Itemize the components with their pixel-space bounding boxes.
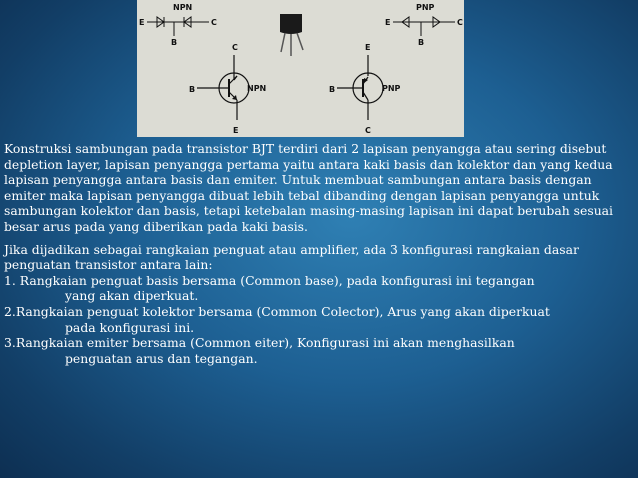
npn-diode-e-label: E	[139, 18, 145, 27]
npn-symbol	[189, 43, 266, 135]
list-item	[4, 304, 634, 335]
pnp-symbol-c-label: C	[365, 126, 371, 135]
transistor-package	[280, 14, 303, 56]
configuration-section	[4, 242, 634, 367]
list-item-continuation: yang akan diperkuat.	[65, 288, 199, 304]
list-item-first-line: 2.Rangkaian penguat kolektor bersama (Common Colector), Arus yang akan diperkuat	[4, 303, 550, 319]
transistor-diagram	[137, 0, 464, 137]
transistor-diagram-svg	[137, 0, 464, 137]
pnp-diode-c-label: C	[457, 18, 463, 27]
pnp-diode-model	[385, 3, 463, 47]
npn-diode-model	[139, 3, 217, 47]
slide-body	[4, 141, 634, 366]
list-item-first-line: 3.Rangkaian emiter bersama (Common eiter), Konfigurasi ini akan menghasilkan	[4, 335, 515, 351]
paragraph-construction: Konstruksi sambungan pada transistor BJT terdiri dari 2 lapisan penyangga atau sering disebut depletion layer, lapisan penyangga pertama yaitu antara kaki basis dan kolektor dan yang kedua lapisan penyangga antara basis dan emiter. Untuk membuat sambungan antara basis dengan emiter maka lapisan penyangga dibuat lebih tebal dibanding dengan lapisan penyangga untuk sambungan kolektor dan basis, tetapi ketebalan masing-masing lapisan ini dapat berubah sesuai besar arus pada yang diberikan pada kaki basis.	[4, 141, 614, 234]
list-item	[4, 273, 634, 304]
npn-symbol-c-label: C	[232, 43, 238, 52]
npn-symbol-label: NPN	[247, 84, 267, 93]
pnp-symbol-b-label: B	[329, 85, 336, 94]
npn-top-label: NPN	[173, 3, 193, 12]
npn-symbol-e-label: E	[233, 126, 239, 135]
pnp-top-label: PNP	[416, 3, 435, 12]
list-item-continuation: pada konfigurasi ini.	[65, 319, 195, 335]
pnp-diode-e-label: E	[385, 18, 391, 27]
npn-symbol-b-label: B	[189, 85, 196, 94]
list-item	[4, 335, 634, 366]
pnp-symbol-e-label: E	[365, 43, 371, 52]
npn-diode-b-label: B	[171, 38, 178, 47]
pnp-symbol-label: PNP	[382, 84, 401, 93]
pnp-diode-b-label: B	[418, 38, 425, 47]
list-item-continuation: penguatan arus dan tegangan.	[65, 350, 258, 366]
list-item-first-line: 1. Rangkaian penguat basis bersama (Common base), pada konfigurasi ini tegangan	[4, 272, 535, 288]
npn-diode-c-label: C	[211, 18, 217, 27]
pnp-symbol	[329, 43, 401, 135]
paragraph-configurations-intro: Jika dijadikan sebagai rangkaian penguat atau amplifier, ada 3 konfigurasi rangkaian dasar penguatan transistor antara lain:	[4, 241, 579, 273]
